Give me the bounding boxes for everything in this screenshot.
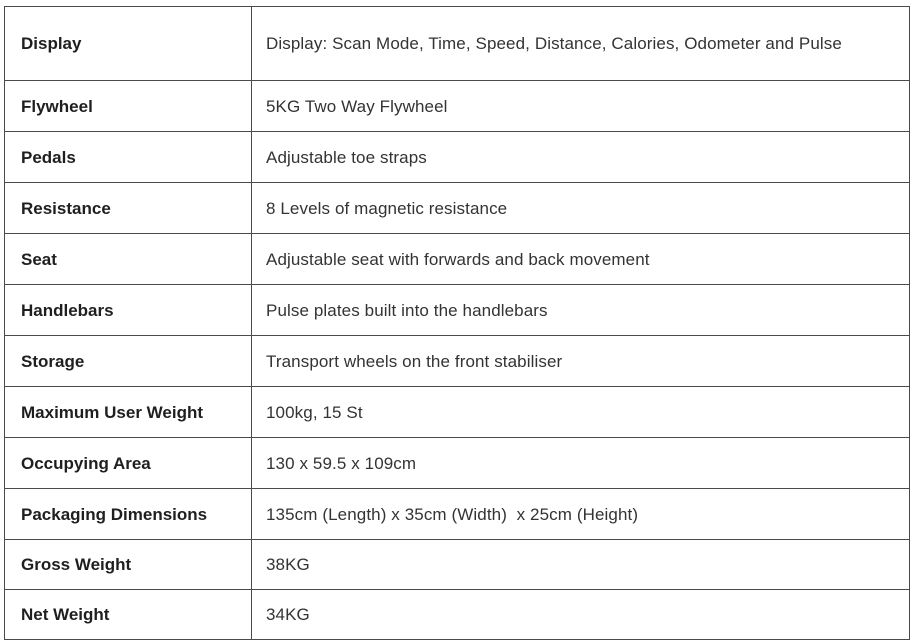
spec-row-seat bbox=[5, 234, 910, 285]
spec-row-handlebars bbox=[5, 285, 910, 336]
spec-value: 100kg, 15 St bbox=[252, 387, 910, 438]
spec-value: Adjustable toe straps bbox=[252, 132, 910, 183]
spec-label: Flywheel bbox=[5, 81, 252, 132]
spec-value: Adjustable seat with forwards and back movement bbox=[252, 234, 910, 285]
spec-label: Storage bbox=[5, 336, 252, 387]
spec-row-display bbox=[5, 7, 910, 81]
spec-label: Net Weight bbox=[5, 590, 252, 640]
spec-row-net-weight bbox=[5, 590, 910, 640]
specification-table bbox=[4, 6, 910, 640]
spec-label: Maximum User Weight bbox=[5, 387, 252, 438]
spec-label: Occupying Area bbox=[5, 438, 252, 489]
spec-row-occupying-area bbox=[5, 438, 910, 489]
spec-label: Handlebars bbox=[5, 285, 252, 336]
spec-label: Resistance bbox=[5, 183, 252, 234]
spec-value: 8 Levels of magnetic resistance bbox=[252, 183, 910, 234]
spec-value: 130 x 59.5 x 109cm bbox=[252, 438, 910, 489]
spec-label: Packaging Dimensions bbox=[5, 489, 252, 540]
spec-row-resistance bbox=[5, 183, 910, 234]
spec-value: Display: Scan Mode, Time, Speed, Distance, Calories, Odometer and Pulse bbox=[252, 7, 910, 81]
spec-label: Gross Weight bbox=[5, 540, 252, 590]
spec-value: Transport wheels on the front stabiliser bbox=[252, 336, 910, 387]
spec-value: Pulse plates built into the handlebars bbox=[252, 285, 910, 336]
spec-row-pedals bbox=[5, 132, 910, 183]
spec-value: 38KG bbox=[252, 540, 910, 590]
spec-value: 34KG bbox=[252, 590, 910, 640]
spec-value: 5KG Two Way Flywheel bbox=[252, 81, 910, 132]
spec-row-gross-weight bbox=[5, 540, 910, 590]
spec-row-storage bbox=[5, 336, 910, 387]
spec-row-max-user-weight bbox=[5, 387, 910, 438]
spec-row-packaging-dimensions bbox=[5, 489, 910, 540]
spec-value: 135cm (Length) x 35cm (Width) x 25cm (Height) bbox=[252, 489, 910, 540]
spec-label: Display bbox=[5, 7, 252, 81]
spec-label: Pedals bbox=[5, 132, 252, 183]
spec-row-flywheel bbox=[5, 81, 910, 132]
spec-label: Seat bbox=[5, 234, 252, 285]
